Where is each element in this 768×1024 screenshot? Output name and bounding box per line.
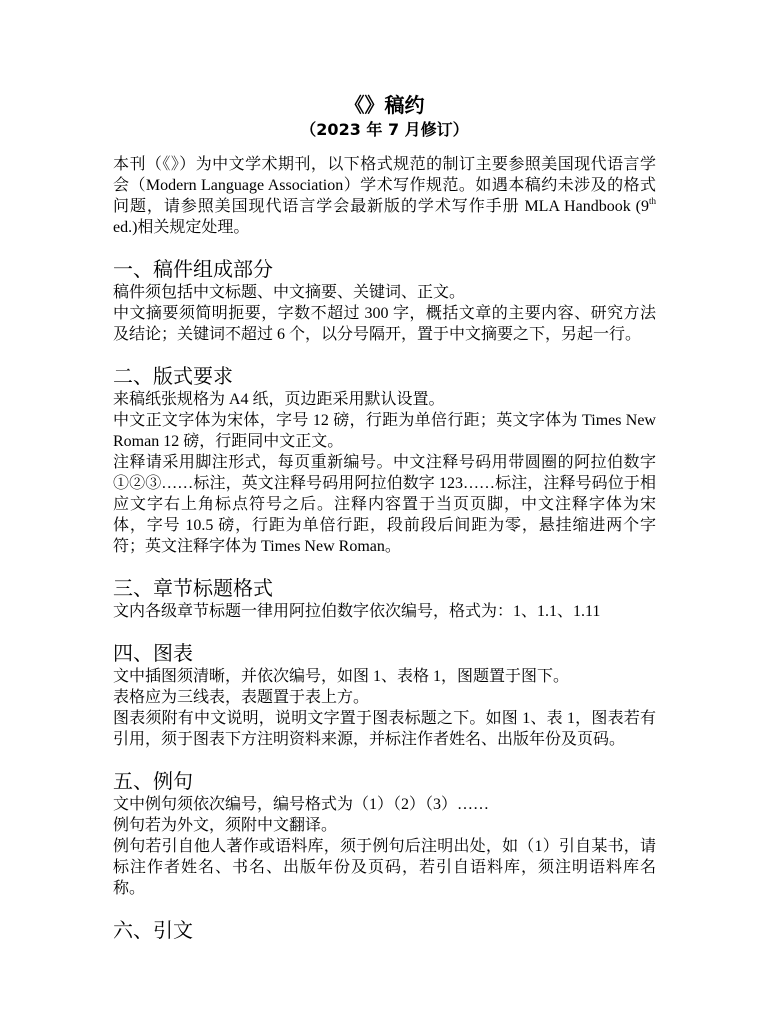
superscript: th <box>648 195 656 206</box>
sections <box>113 256 656 943</box>
section-paragraph: 图表须附有中文说明，说明文字置于图表标题之下。如图 1、表 1，图表若有引用，须于图表下方注明资料来源，并标注作者姓名、出版年份及页码。 <box>113 710 656 748</box>
section-paragraph: 注释请采用脚注形式，每页重新编号。中文注释号码用带圆圈的阿拉伯数字①②③……标注，英文注释号码用阿拉伯数字 123……标注，注释号码位于相应文字右上角标点符号之后。注释内容置于当页页脚，中文注释字体为宋体，字号 10.5 磅，行距为单倍行距，段前段后间距为零，悬挂缩进两个字符；英文注释字体为 Times New Roman。 <box>113 454 656 555</box>
section-heading: 四、图表 <box>113 641 193 665</box>
section-paragraph: 文中插图须清晰，并依次编号，如图 1、表格 1，图题置于图下。 <box>113 668 570 685</box>
section-paragraph: 表格应为三线表，表题置于表上方。 <box>113 689 370 706</box>
section-paragraph: 文内各级章节标题一律用阿拉伯数字依次编号，格式为：1、1.1、1.11 <box>113 603 601 620</box>
section-paragraph: 稿件须包括中文标题、中文摘要、关键词、正文。 <box>113 284 466 301</box>
document-title: 《》稿约 <box>344 93 425 117</box>
section-paragraph: 中文摘要须简明扼要，字数不超过 300 字，概括文章的主要内容、研究方法及结论；关键词不超过 6 个，以分号隔开，置于中文摘要之下，另起一行。 <box>113 305 656 343</box>
section-heading: 三、章节标题格式 <box>113 576 273 600</box>
intro-paragraph: 本刊（《》）为中文学术期刊，以下格式规范的制订主要参照美国现代语言学会（Modern Language Association）学术写作规范。如遇本稿约未涉及的格式问题，请参照美国现代语言学会最新版的学术写作手册 MLA Handbook (9th ed.)相关规定处理。 <box>113 156 656 236</box>
section-paragraph: 例句若为外文，须附中文翻译。 <box>113 817 338 834</box>
document-subtitle: （2023 年 7 月修订） <box>300 120 469 139</box>
section-heading: 二、版式要求 <box>113 364 233 388</box>
document-page <box>113 92 656 943</box>
section-heading: 五、例句 <box>113 769 193 793</box>
section-paragraph: 文中例句须依次编号，编号格式为（1）（2）（3）…… <box>113 796 490 813</box>
section-paragraph: 中文正文字体为宋体，字号 12 磅，行距为单倍行距；英文字体为 Times New Roman 12 磅，行距同中文正文。 <box>113 412 656 450</box>
section-heading: 一、稿件组成部分 <box>113 257 273 281</box>
section-heading: 六、引文 <box>113 918 193 942</box>
section-paragraph: 来稿纸张规格为 A4 纸，页边距采用默认设置。 <box>113 391 445 408</box>
section-paragraph: 例句若引自他人著作或语料库，须于例句后注明出处，如（1）引自某书，请标注作者姓名、书名、出版年份及页码，若引自语料库，须注明语料库名称。 <box>113 838 656 897</box>
